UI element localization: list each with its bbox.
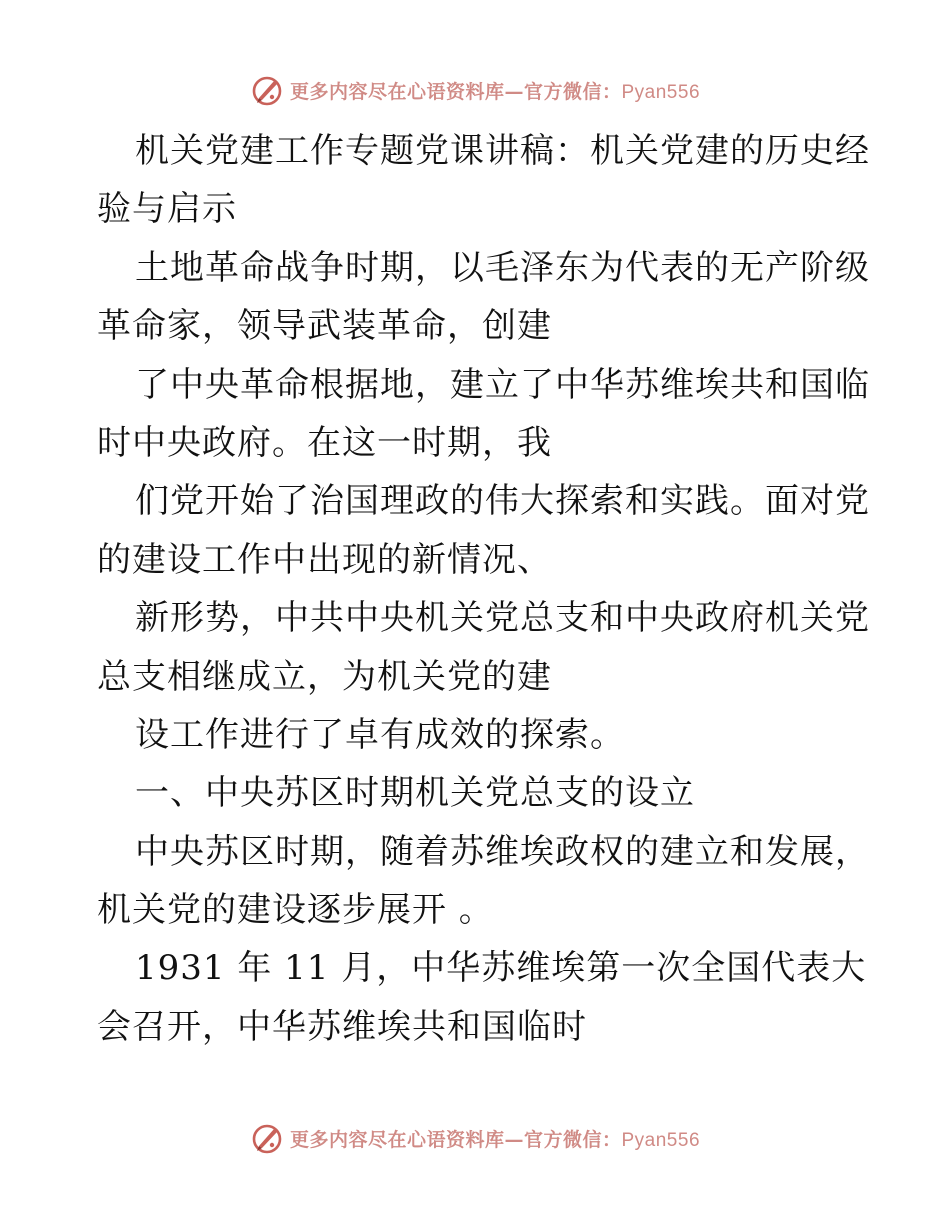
document-line: 的建设工作中出现的新情况、: [97, 539, 552, 580]
document-line: 土地革命战争时期，以毛泽东为代表的无产阶级: [135, 247, 870, 288]
document-line: 验与启示: [97, 189, 237, 230]
document-line: 们党开始了治国理政的伟大探索和实践。面对党: [135, 481, 870, 522]
document-line: 会召开，中华苏维埃共和国临时: [97, 1006, 587, 1047]
document-line: 时中央政府。在这一时期，我: [97, 422, 552, 463]
document-line: 总支相继成立，为机关党的建: [97, 656, 552, 697]
wechat-id: Pyan556: [621, 1129, 701, 1151]
header-banner: [0, 70, 950, 110]
document-line: 1931 年 11 月，中华苏维埃第一次全国代表大: [135, 948, 867, 989]
document-body: [97, 122, 870, 1056]
document-line: 机关党的建设逐步展开 。: [97, 890, 494, 931]
quill-pen-icon: [250, 1121, 284, 1155]
document-line: 机关党建工作专题党课讲稿：机关党建的历史经: [135, 131, 870, 171]
banner-text: 更多内容尽在心语资料库—官方微信：Pyan556: [289, 80, 701, 103]
document-line: 了中央革命根据地，建立了中华苏维埃共和国临: [135, 364, 870, 405]
document-line: 革命家，领导武装革命，创建: [97, 306, 552, 347]
section-heading: 一、中央苏区时期机关党总支的设立: [135, 773, 695, 814]
banner-text: 更多内容尽在心语资料库—官方微信：Pyan556: [289, 1128, 701, 1151]
quill-pen-icon: [250, 73, 284, 107]
footer-banner: [0, 1118, 950, 1158]
document-line: 设工作进行了卓有成效的探索。: [135, 714, 625, 755]
document-line: 中央苏区时期，随着苏维埃政权的建立和发展，: [135, 831, 870, 872]
wechat-id: Pyan556: [621, 81, 701, 103]
document-line: 新形势，中共中央机关党总支和中央政府机关党: [135, 598, 870, 639]
